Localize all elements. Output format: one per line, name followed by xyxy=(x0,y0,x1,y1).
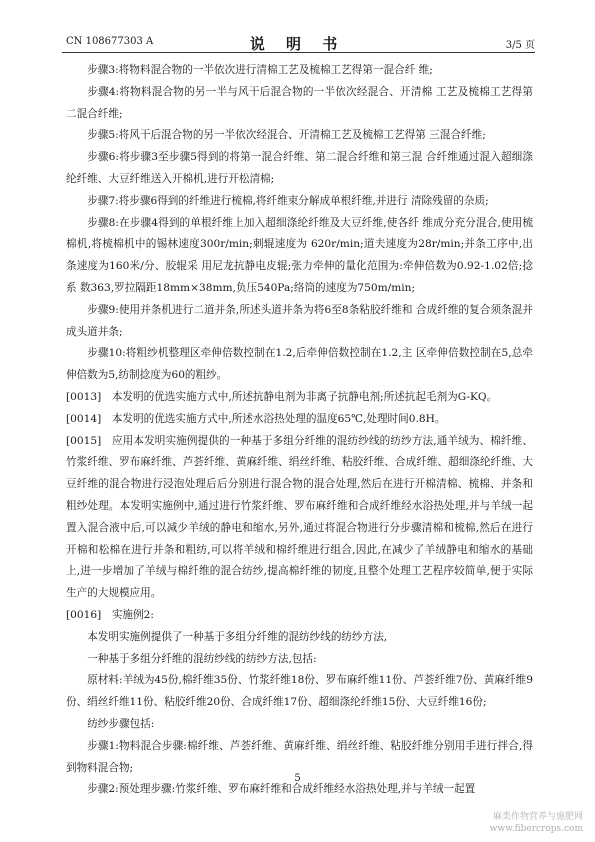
paragraph-text: 应用本发明实施例提供的一种基于多组分纤维的混纺纱线的纺纱方法,通羊绒为、棉纤维、竹浆纤维、罗布麻纤维、芦荟纤维、黄麻纤维、绢丝纤维、粘胶纤维、合成纤维、超细涤纶纤维、大豆纤维的混合物进行浸泡处理后后分别进行混合物的混合处理,然后在进行开棉清棉、梳棉、并条和粗纱处理。本发明实施例中,通过进行竹浆纤维、罗布麻纤维和合成纤维经水浴热处理,并与羊绒一起置入混合液中后,可以减少羊绒的静电和缩水,另外,通过将混合物进行分步骤清棉和梳棉,然后在进行开棉和松棉在进行并条和粗纺,可以将羊绒和棉纤维进行组合,因此,在减少了羊绒静电和缩水的基础上,进一步增加了羊绒与棉纤维的混合纺纱,提高棉纤维的韧度,且整个处理工艺程序较简单,便于实际生产的大规模应用。 xyxy=(66,434,533,600)
document-body xyxy=(66,60,533,801)
paragraph xyxy=(66,714,533,736)
paragraph xyxy=(66,213,533,300)
paragraph xyxy=(66,191,533,213)
paragraph xyxy=(66,627,533,649)
paragraph-number: [0015] xyxy=(66,434,102,447)
numbered-paragraph xyxy=(66,605,533,627)
paragraph-text: 步骤7:将步骤6得到的纤维进行梳棉,将纤维束分解成单根纤维,并进行 清除残留的杂质; xyxy=(87,194,489,207)
paragraph-text: 步骤6:将步骤3至步骤5得到的将第一混合纤维、第二混合纤维和第三混 合纤维通过混入超细涤纶纤维、大豆纤维送入开棉机,进行开松清棉; xyxy=(66,151,533,185)
paragraph-text: 步骤3:将物料混合物的一半依次进行清棉工艺及梳棉工艺得第一混合纤 维; xyxy=(87,64,433,76)
paragraph-text: 实施例2: xyxy=(111,608,154,621)
paragraph xyxy=(66,343,533,387)
paragraph xyxy=(66,125,533,147)
paragraph xyxy=(66,670,533,714)
page-title: 说 明 书 xyxy=(249,35,346,53)
page-number: 5 xyxy=(294,773,301,784)
paragraph-text: 本发明的优选实施方式中,所述水浴热处理的温度65℃,处理时间0.8H。 xyxy=(111,412,446,425)
paragraph-number: [0013] xyxy=(66,390,102,403)
paragraph xyxy=(66,147,533,191)
paragraph-text: 步骤8:在步骤4得到的单根纤维上加入超细涤纶纤维及大豆纤维,使各纤 维成分充分混合,使用梳棉机,将梳棉机中的锡林速度300r/min;刺辊速度为 620r/min;道夫速度为28r/min;并条工序中,出条速度为160米/分、胶辊采 用尼龙抗静电皮辊;张力牵伸的量化范围为:牵伸倍数为0.92-1.02倍;捻系 数363,罗拉隔距18mm×38mm,负压540Pa;络筒的速度为750m/min; xyxy=(66,216,533,294)
paragraph-text: 步骤5:将风干后混合物的另一半依次经混合、开清棉工艺及梳棉工艺得第 三混合纤维; xyxy=(87,129,486,142)
paragraph-text: 步骤2:预处理步骤:竹浆纤维、罗布麻纤维和合成纤维经水浴热处理,并与羊绒一起置 xyxy=(87,783,476,796)
numbered-paragraph xyxy=(66,387,533,409)
watermark-site-name: 麻类作物营养与施肥网 xyxy=(492,812,583,822)
paragraph-text: 一种基于多组分纤维的混纺纱线的纺纱方法,包括: xyxy=(87,652,317,665)
paragraph-number: [0016] xyxy=(66,608,102,621)
page-counter: 3/5 页 xyxy=(505,40,535,51)
paragraph-text: 纺纱步骤包括: xyxy=(87,717,155,730)
header-rule xyxy=(62,52,535,53)
paragraph xyxy=(66,300,533,344)
paragraph-text: 本发明实施例提供了一种基于多组分纤维的混纺纱线的纺纱方法, xyxy=(87,630,388,643)
paragraph-text: 原材料:羊绒为45份,棉纤维35份、竹浆纤维18份、罗布麻纤维11份、芦荟纤维7份、黄麻纤维9份、绢丝纤维11份、粘胶纤维20份、合成纤维17份、超细涤纶纤维15份、大豆纤维16份; xyxy=(66,674,533,709)
paragraph-text: 步骤9:使用并条机进行二道并条,所述头道并条为将6至8条粘胶纤维和 合成纤维的复合须条混并成头道并条; xyxy=(66,303,533,338)
paragraph-text: 步骤1:物料混合步骤:棉纤维、芦荟纤维、黄麻纤维、绢丝纤维、粘胶纤维分别用手进行拌合,得到物料混合物; xyxy=(66,739,533,774)
paragraph-number: [0014] xyxy=(66,412,102,425)
paragraph xyxy=(66,649,533,671)
paragraph-text: 步骤4:将物料混合物的另一半与风干后混合物的一半依次经混合、开清棉 工艺及梳棉工艺得第二混合纤维; xyxy=(66,85,533,120)
paragraph xyxy=(66,82,533,126)
watermark xyxy=(490,811,583,835)
paragraph-text: 步骤10:将粗纱机整理区牵伸倍数控制在1.2,后牵伸倍数控制在1.2,主 区牵伸倍数控制在5,总牵伸倍数为5,纺制捻度为60的粗纱。 xyxy=(66,347,533,382)
watermark-url: www.fibercrops.com xyxy=(489,824,583,834)
numbered-paragraph xyxy=(66,409,533,431)
paragraph-text: 本发明的优选实施方式中,所述抗静电剂为非离子抗静电剂;所述抗起毛剂为G-KQ。 xyxy=(111,390,498,403)
paragraph xyxy=(66,60,533,82)
numbered-paragraph xyxy=(66,431,533,605)
document-number: CN 108677303 A xyxy=(66,36,154,47)
